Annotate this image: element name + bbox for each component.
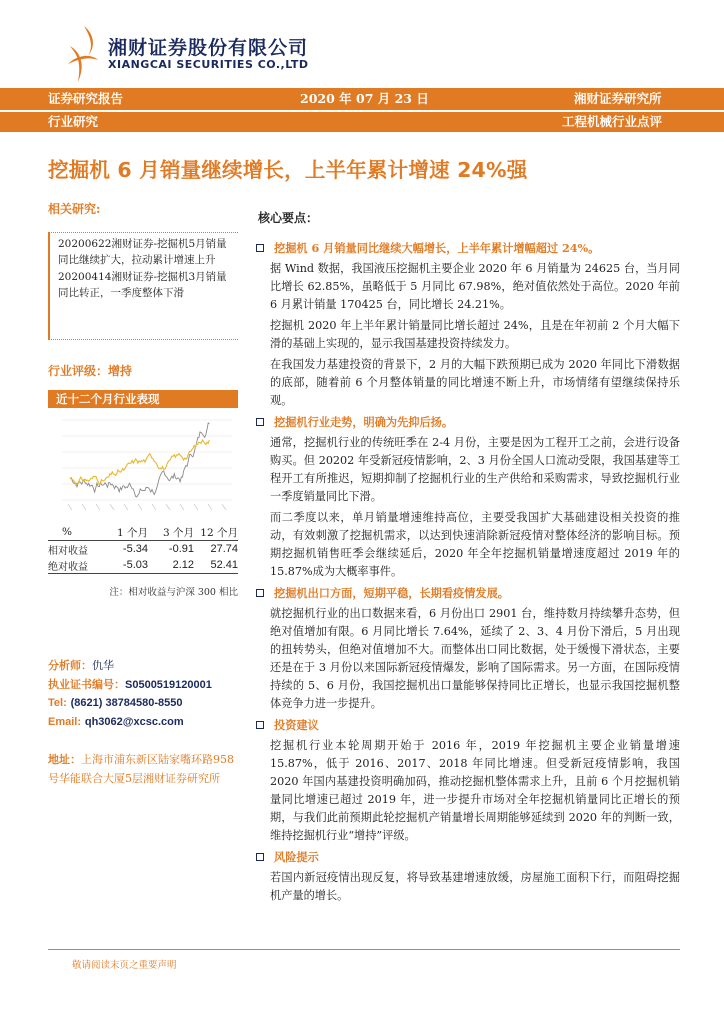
checkbox-bullet-icon [256,418,264,426]
paragraph: 挖掘机 2020 年上半年累计销量同比增长超过 24%，且是在年初前 2 个月大幅下滑的基础上实现的，显示我国基建投资持续发力。 [270,319,680,350]
report-category: 行业研究 [48,114,99,129]
industry-rating: 行业评级：增持 [48,364,133,378]
address-block [48,751,244,788]
section-heading: 挖掘机出口方面，短期平稳，长期看疫情发展。 [256,584,680,602]
footer-divider [48,949,680,950]
paragraph: 就挖掘机行业的出口数据来看，6 月份出口 2901 台，维持数月持续攀升态势，但绝对值增加有限。6 月同比增长 7.64%，延续了 2、3、4 月份下滑后，5 月出现的扭转势头，但绝对值增加不大。而整体出口同比数据，处于缓慢下滑状态，主要还是在于 3 月份以来国际新冠疫情爆发，影响了国际需求。另一方面，在国际疫情持续的 5、6 月份，我国挖掘机出口量能够保持同比正增长，也显示我国挖掘机整体竞争力进一步提升。 [270,607,680,710]
email-address[interactable]: qh3062@xcsc.com [84,715,184,728]
main-content [256,209,680,908]
table-header-cell: 1 个月 [116,526,148,539]
header-band-top [0,88,724,110]
company-name-cn: 湘财证券股份有限公司 [108,37,309,59]
address-label: 地址： [48,753,81,766]
checkbox-bullet-icon [256,853,264,861]
table-header-cell: 3 个月 [162,526,194,539]
performance-table [48,524,238,574]
section-heading: 挖掘机行业走势，明确为先抑后扬。 [256,413,680,431]
address-text: 上海市浦东新区陆家嘴环路958号华能联合大厦5层湘财证券研究所 [48,753,234,785]
related-item[interactable]: 20200622湘财证券-挖掘机5月销量同比继续扩大，拉动累计增速上升 [58,238,227,266]
checkbox-bullet-icon [256,244,264,252]
paragraph: 挖掘机行业本轮周期开始于 2016 年，2019 年挖掘机主要企业销量增速 15.87%，低于 2016、2017、2018 年同比增速。但受新冠疫情影响，我国 2020 年国内基建投资明确加码，推动挖掘机整体需求上升，且前 6 个月挖掘机销量同比增速已超过 2019 年，进一步提升市场对全年挖掘机销量同比正增长的预期，与我们此前预期此轮挖掘机产销量增长周期能够延续到 2020 年的判断一致，维持挖掘机行业“增持”评级。 [270,739,680,842]
table-cell: -0.91 [168,543,194,555]
analyst-info [48,657,248,731]
cert-label: 执业证书编号： [48,677,125,691]
related-research-heading: 相关研究: [48,202,101,216]
section-heading: 投资建议 [256,716,680,734]
table-note: 注：相对收益与沪深 300 相比 [109,587,238,598]
table-row [48,541,238,558]
table-cell: 52.41 [194,557,238,574]
section-heading: 挖掘机 6 月销量同比继续大幅增长，上半年累计增幅超过 24%。 [256,239,680,257]
related-research-list [48,232,238,340]
report-date: 2020 年 07 月 23 日 [300,91,429,106]
cert-number: S0500519120001 [125,678,212,691]
footer-disclaimer: 敬请阅读末页之重要声明 [72,960,177,971]
email-label: Email: [48,715,82,728]
tel-number: (8621) 38784580-8550 [70,697,183,709]
checkbox-bullet-icon [256,721,264,729]
related-item[interactable]: 20200414湘财证券-挖掘机3月销量同比转正，一季度整体下滑 [58,271,227,299]
institute-name: 湘财证券研究所 [574,91,662,106]
report-subcategory: 工程机械行业点评 [562,114,663,129]
tel-label: Tel: [48,697,67,709]
report-type: 证券研究报告 [48,91,124,106]
table-header-row [48,524,238,541]
header-band-bottom [0,112,724,132]
core-points-title: 核心要点： [258,211,319,225]
company-logo-icon [64,24,100,84]
paragraph: 若国内新冠疫情出现反复，将导致基建增速放缓，房屋施工面积下行，而阻碍挖掘机产量的增长。 [270,871,680,902]
table-cell: -5.34 [122,543,148,555]
row-label: 相对收益 [48,545,88,557]
table-cell: 2.12 [148,557,194,574]
analyst-name-label: 分析师： [48,659,92,672]
performance-title: 近十二个月行业表现 [48,390,238,408]
row-label: 绝对收益 [48,557,104,574]
analyst-name: 仇华 [92,659,114,672]
performance-chart [48,412,238,514]
section-heading: 风险提示 [256,848,680,866]
paragraph: 在我国发力基建投资的背景下，2 月的大幅下跌预期已成为 2020 年同比下滑数据的底部，随着前 6 个月整体销量的同比增速不断上升，市场情绪有望继续保持乐观。 [270,358,680,407]
paragraph: 通常，挖掘机行业的传统旺季在 2-4 月份，主要是因为工程开工之前，会进行设备购买。但 20202 年受新冠疫情影响，2、3 月份全国人口流动受限，我国基建等工程开工有所推迟，短期抑制了挖掘机行业的生产供给和采购需求，导致挖掘机行业一季度销量同比下滑。 [270,436,680,503]
table-header-cell: % [62,526,72,538]
checkbox-bullet-icon [256,589,264,597]
table-cell: -5.03 [104,557,148,574]
table-cell: 27.74 [210,543,238,555]
table-row [48,557,238,574]
page-title: 挖掘机 6 月销量继续增长，上半年累计增速 24%强 [48,158,528,182]
paragraph: 而二季度以来，单月销量增速维持高位，主要受我国扩大基础建设相关投资的推动，有效刺激了挖掘机需求，以达到快速消除新冠疫情对整体经济的影响目标。预期挖掘机销售旺季会继续延后，2020 年全年挖掘机销量增速度超过 2019 年的 15.87%成为大概率事件。 [270,511,680,578]
company-name-en: XIANGCAI SECURITIES CO.,LTD [108,58,309,71]
table-header-cell: 12 个月 [200,526,238,539]
paragraph: 据 Wind 数据，我国液压挖掘机主要企业 2020 年 6 月销量为 24625 台，当月同比增长 62.85%，虽略低于 5 月同比 67.98%，绝对值依然处于高位。2020 年前 6 月累计销量 170425 台，同比增长 24.21%。 [270,262,680,311]
